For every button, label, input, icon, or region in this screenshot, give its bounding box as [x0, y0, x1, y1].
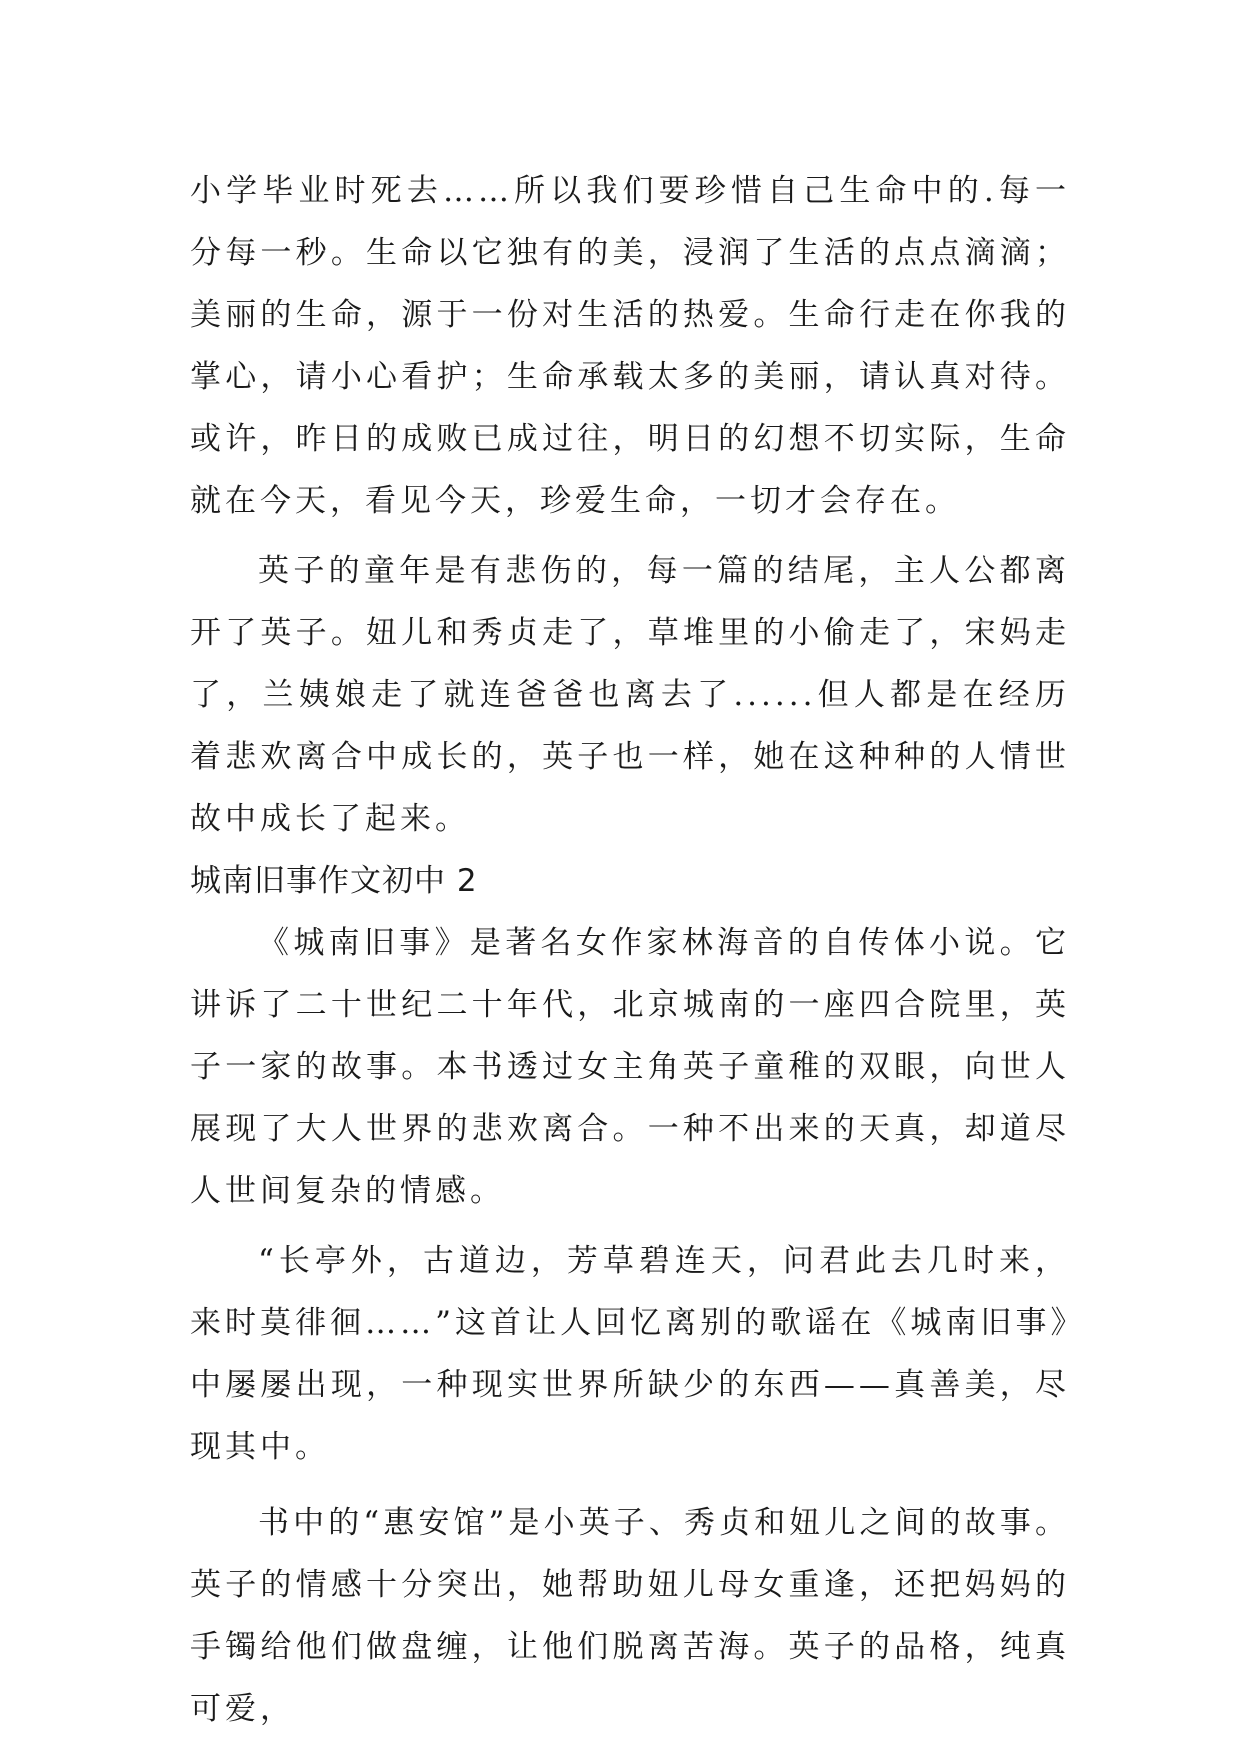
paragraph-2: 英子的童年是有悲伤的，每一篇的结尾，主人公都离开了英子。妞儿和秀贞走了，草堆里的小偷走了，宋妈走了，兰姨娘走了就连爸爸也离去了......但人都是在经历着悲欢离合中成长的，英子也一样，她在这种种的人情世故中成长了起来。	[190, 553, 1070, 837]
document-body	[190, 160, 1070, 1740]
section-heading: 城南旧事作文初中 2	[190, 863, 478, 899]
paragraph-4: “长亭外，古道边，芳草碧连天，问君此去几时来，来时莫徘徊……”这首让人回忆离别的歌谣在《城南旧事》中屡屡出现，一种现实世界所缺少的东西——真善美，尽现其中。	[190, 1243, 1070, 1465]
paragraph-1: 小学毕业时死去……所以我们要珍惜自己生命中的.每一分每一秒。生命以它独有的美，浸润了生活的点点滴滴；美丽的生命，源于一份对生活的热爱。生命行走在你我的掌心，请小心看护；生命承载太多的美丽，请认真对待。或许，昨日的成败已成过往，明日的幻想不切实际，生命就在今天，看见今天，珍爱生命，一切才会存在。	[190, 173, 1070, 519]
paragraph-5: 书中的“惠安馆”是小英子、秀贞和妞儿之间的故事。英子的情感十分突出，她帮助妞儿母女重逢，还把妈妈的手镯给他们做盘缠，让他们脱离苦海。英子的品格，纯真可爱，	[190, 1505, 1070, 1727]
paragraph-3: 《城南旧事》是著名女作家林海音的自传体小说。它讲诉了二十世纪二十年代，北京城南的一座四合院里，英子一家的故事。本书透过女主角英子童稚的双眼，向世人展现了大人世界的悲欢离合。一种不出来的天真，却道尽人世间复杂的情感。	[190, 925, 1070, 1209]
